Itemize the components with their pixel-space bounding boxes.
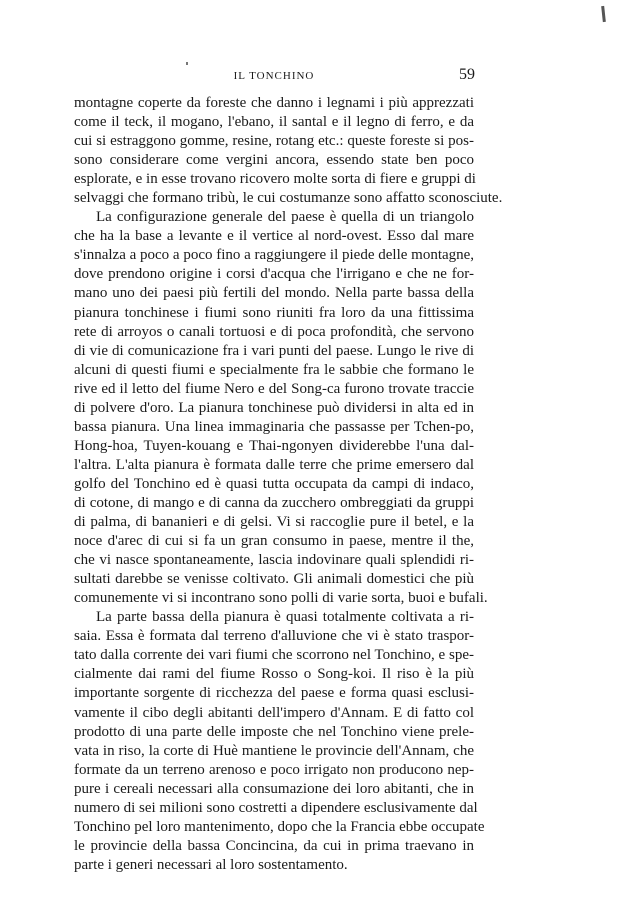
text-line: s'innalza a poco a poco fino a raggiungere il piede delle montagne, bbox=[74, 247, 475, 264]
text-line: sultati darebbe se venisse coltivato. Gli animali domestici che più bbox=[74, 571, 474, 588]
text-line: formate da un terreno arenoso e poco irrigato non producono nep- bbox=[74, 761, 474, 778]
text-line: tato dalla corrente dei vari fiumi che scorrono nel Tonchino, e spe- bbox=[74, 647, 474, 664]
text-line: pianura tonchinese i fiumi sono riuniti fra loro da una fittissima bbox=[74, 304, 474, 321]
text-line: vata in riso, la corte di Huè mantiene le provincie dell'Annam, che bbox=[74, 742, 474, 759]
body-text bbox=[74, 94, 503, 875]
text-line: saia. Essa è formata dal terreno d'alluvione che vi è stato traspor- bbox=[74, 628, 474, 645]
text-line: Hong-hoa, Tuyen-kouang e Thai-ngonyen dividerebbe l'una dal- bbox=[74, 437, 474, 454]
text-line: dove prendono origine i corsi d'acqua che l'irrigano e che ne for- bbox=[74, 266, 474, 283]
text-line: esplorate, e in esse trovano ricovero molte sorta di fiere e gruppi di bbox=[74, 171, 476, 188]
page-number: 59 bbox=[459, 66, 475, 83]
text-line: La parte bassa della pianura è quasi totalmente coltivata a ri- bbox=[96, 609, 474, 626]
text-line: importante sorgente di ricchezza del paese e forma quasi esclusi- bbox=[74, 685, 474, 702]
text-line: rete di arroyos o canali tortuosi e di poca profondità, che servono bbox=[74, 323, 474, 340]
text-line: cui si estraggono gomme, resine, rotang etc.: queste foreste si pos- bbox=[74, 133, 474, 150]
text-line: l'altra. L'alta pianura è formata dalle terre che prime emersero dal bbox=[74, 456, 474, 473]
text-line: pure i cereali necessari alla consumazione dei loro abitanti, che in bbox=[74, 780, 474, 797]
text-line: che ha la base a levante e il vertice al nord-ovest. Esso dal mare bbox=[74, 228, 474, 245]
text-line: mano uno dei paesi più fertili del mondo. Nella parte bassa della bbox=[74, 285, 474, 302]
text-line: selvaggi che formano tribù, le cui costumanze sono affatto sconosciute. bbox=[74, 190, 503, 207]
text-line: vamente il cibo degli abitanti dell'impero d'Annam. E di fatto col bbox=[74, 704, 474, 721]
text-line: cialmente dai rami del fiume Rosso o Song-koi. Il riso è la più bbox=[74, 666, 474, 683]
text-line: alcuni di questi fiumi e specialmente fra le sabbie che formano le bbox=[74, 361, 474, 378]
text-line: di vie di comunicazione fra i vari punti del paese. Lungo le rive di bbox=[74, 342, 474, 359]
text-line: prodotto di una parte delle imposte che nel Tonchino viene prele- bbox=[74, 723, 474, 740]
text-line: La configurazione generale del paese è quella di un triangolo bbox=[96, 209, 474, 226]
text-line: le provincie della bassa Concincina, da cui in prima traevano in bbox=[74, 837, 474, 854]
text-line: noce d'arec di cui si fa un gran consumo in paese, mentre il the, bbox=[74, 533, 474, 550]
scan-speck bbox=[186, 62, 188, 65]
text-line: Tonchino pel loro mantenimento, dopo che la Francia ebbe occupate bbox=[74, 818, 485, 835]
text-line: di cotone, di mango e di canna da zucchero ombreggiati da gruppi bbox=[74, 494, 474, 511]
text-line: di polvere d'oro. La pianura tonchinese può dividersi in alta ed in bbox=[74, 399, 474, 416]
text-line: che vi nasce spontaneamente, lascia indovinare quali splendidi ri- bbox=[74, 552, 474, 569]
scan-mark bbox=[601, 6, 606, 22]
text-line: come il teck, il mogano, l'ebano, il santal e il legno di ferro, e da bbox=[74, 114, 474, 131]
text-line: comunemente vi si incontrano sono polli di varie sorta, buoi e bufali. bbox=[74, 590, 488, 607]
page-header bbox=[74, 66, 474, 86]
text-line: rive ed il letto del fiume Nero e del Song-ca furono trovate traccie bbox=[74, 380, 474, 397]
text-line: di palma, di bananieri e di gelsi. Vi si raccoglie pure il betel, e la bbox=[74, 514, 474, 531]
text-line: sono considerare come vergini ancora, essendo state ben poco bbox=[74, 152, 474, 169]
text-line: numero di sei milioni sono costretti a dipendere esclusivamente dal bbox=[74, 799, 478, 816]
text-line: golfo del Tonchino ed è quasi tutta occupata da campi di indaco, bbox=[74, 475, 474, 492]
text-line: bassa pianura. Una linea immaginaria che passasse per Tchen-po, bbox=[74, 418, 474, 435]
running-head: IL TONCHINO bbox=[233, 70, 315, 82]
text-line: parte i generi necessari al loro sostentamento. bbox=[74, 856, 348, 873]
text-line: montagne coperte da foreste che danno i legnami i più apprezzati bbox=[74, 95, 474, 111]
